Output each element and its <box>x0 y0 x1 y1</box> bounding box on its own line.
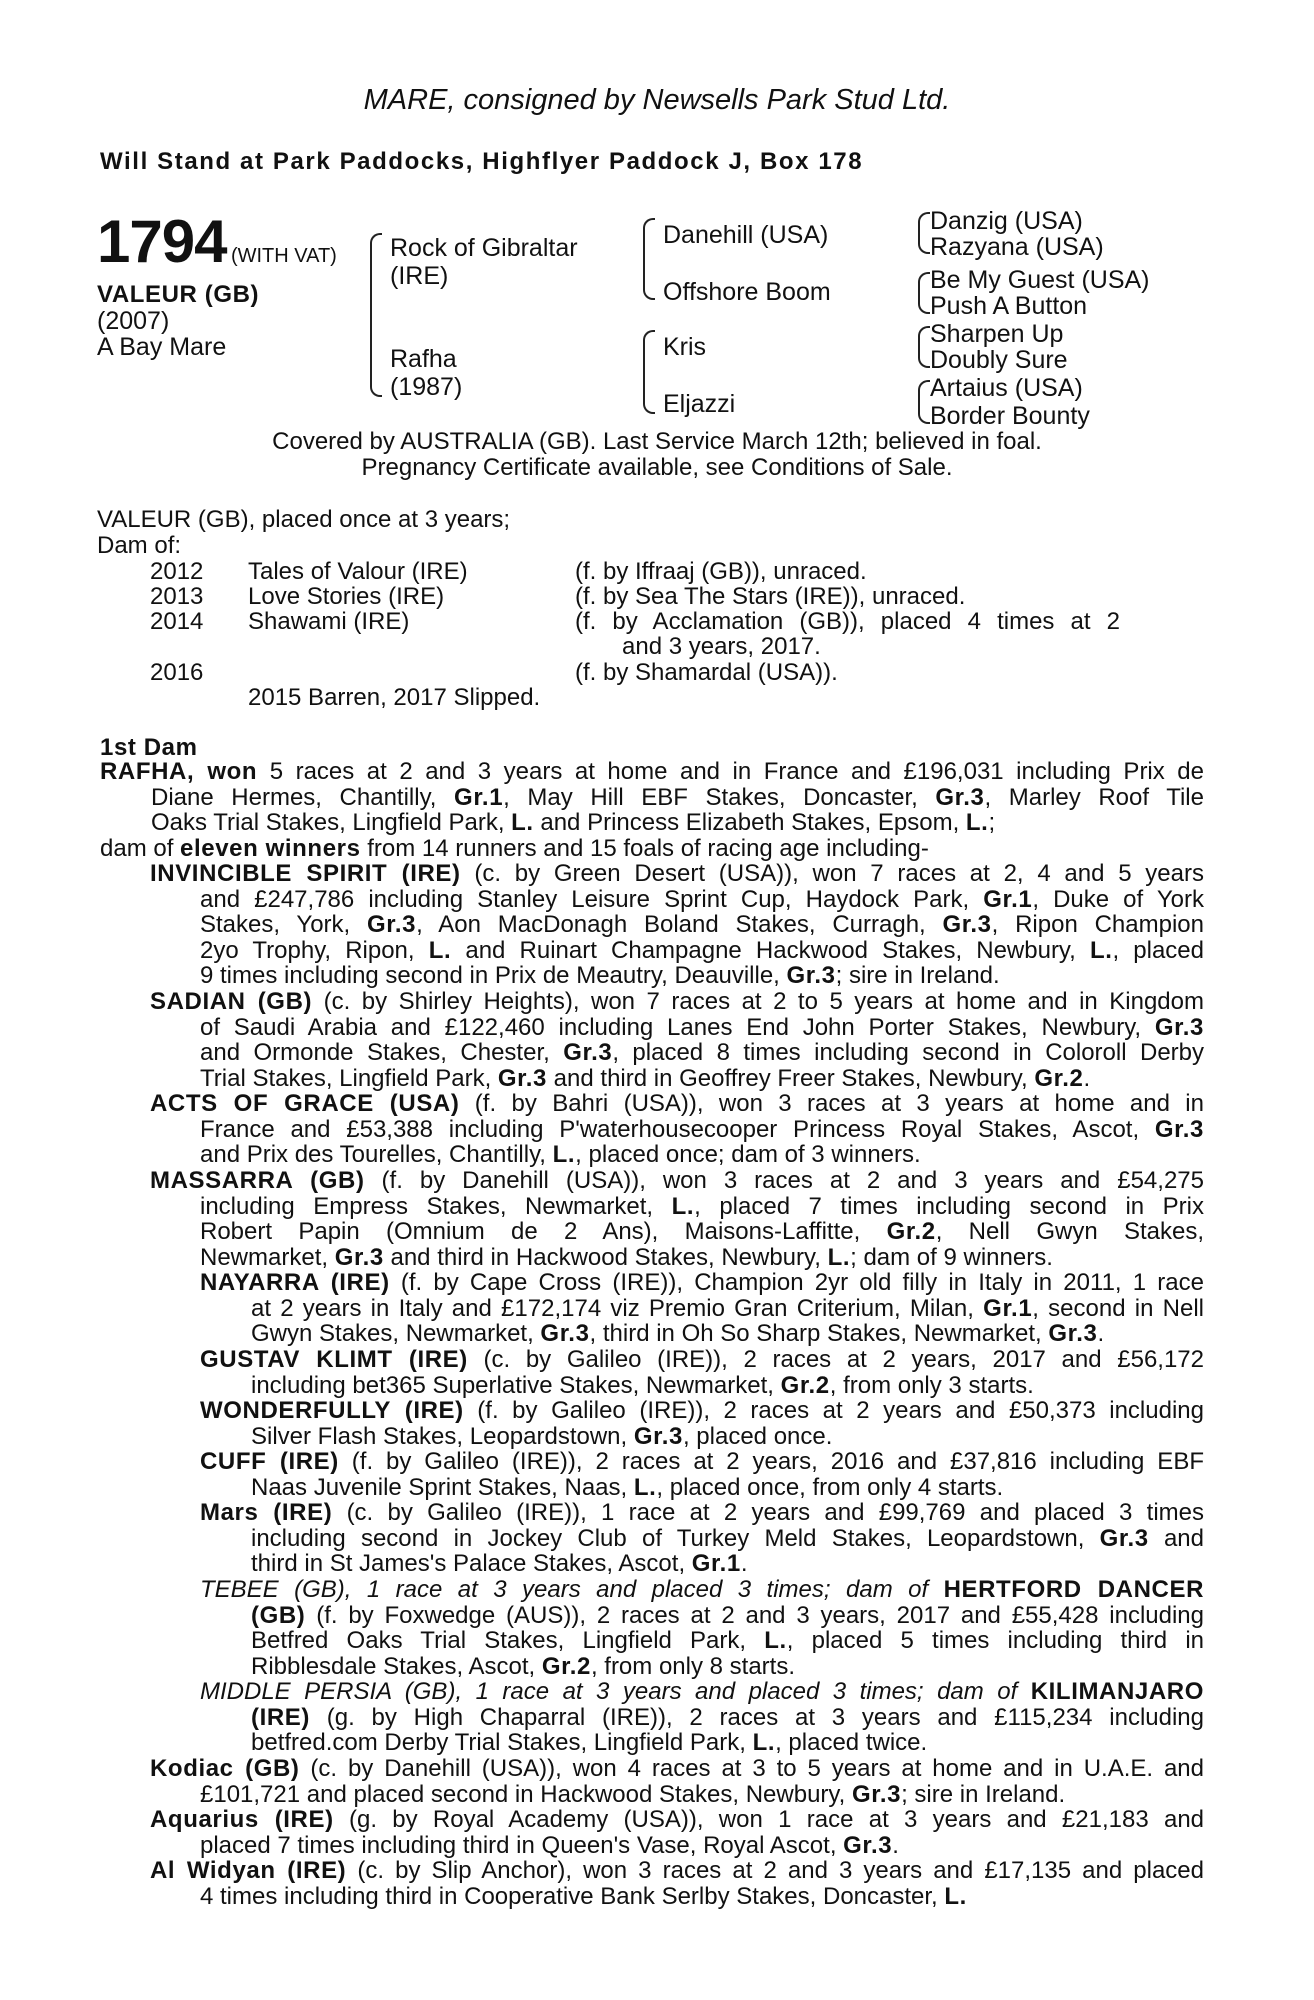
lot-year: (2007) <box>97 307 170 335</box>
first-dam-heading: 1st Dam <box>100 734 198 761</box>
pedigree-g8: Border Bounty <box>930 402 1090 430</box>
text-line: dam of eleven winners from 14 runners and 15 foals of racing age including- <box>100 835 929 862</box>
sadian-paragraph <box>150 989 1204 1091</box>
pedigree-sire-sire: Danehill (USA) <box>663 221 829 249</box>
cuff-paragraph <box>200 1449 1204 1500</box>
text-line: 2yo Trophy, Ripon, L. and Ruinart Champagne Hackwood Stakes, Newbury, L., placed <box>200 937 1204 964</box>
text-line: Robert Papin (Omnium de 2 Ans), Maisons-Laffitte, Gr.2, Nell Gwyn Stakes, <box>200 1219 1204 1245</box>
produce-year: 2016 <box>150 659 204 686</box>
pedigree-sire-dam: Offshore Boom <box>663 278 831 306</box>
pedigree-g4: Push A Button <box>930 292 1088 320</box>
pedigree-dam-dam: Eljazzi <box>663 390 736 418</box>
text-line: Stakes, York, Gr.3, Aon MacDonagh Boland Stakes, Curragh, Gr.3, Ripon Champion <box>200 912 1204 938</box>
text-line: MIDDLE PERSIA (GB), 1 race at 3 years and placed 3 times; dam of KILIMANJARO <box>200 1679 1204 1705</box>
text-line: of Saudi Arabia and £122,460 including Lanes End John Porter Stakes, Newbury, Gr.3 <box>200 1014 1204 1041</box>
covering-line-2: Pregnancy Certificate available, see Conditions of Sale. <box>361 454 953 481</box>
produce-year: 2013 <box>150 583 204 610</box>
pedigree-dam-sire: Kris <box>663 333 707 361</box>
text-line: TEBEE (GB), 1 race at 3 years and placed 3 times; dam of HERTFORD DANCER <box>200 1577 1204 1603</box>
text-line: Aquarius (IRE) (g. by Royal Academy (USA)), won 1 race at 3 years and £21,183 and <box>150 1807 1204 1833</box>
produce-note: (f. by Iffraaj (GB)), unraced. <box>575 558 867 585</box>
text-line: betfred.com Derby Trial Stakes, Lingfield Park, L., placed twice. <box>251 1730 928 1756</box>
pedigree-g5: Sharpen Up <box>930 320 1064 348</box>
text-line: third in St James's Palace Stakes, Ascot, Gr.1. <box>251 1551 748 1577</box>
acts-of-grace-paragraph <box>150 1091 1204 1168</box>
text-line: Al Widyan (IRE) (c. by Slip Anchor), won 3 races at 2 and 3 years and £17,135 and placed <box>150 1858 1204 1884</box>
text-line: Naas Juvenile Sprint Stakes, Naas, L., placed once, from only 4 starts. <box>251 1474 1004 1501</box>
nayarra-paragraph <box>200 1270 1204 1347</box>
pedigree-dam-year: (1987) <box>390 373 463 401</box>
produce-name: Love Stories (IRE) <box>248 583 445 610</box>
tebee-paragraph <box>200 1577 1204 1679</box>
produce-year: 2012 <box>150 558 204 585</box>
pedigree-brace-2 <box>643 218 655 300</box>
text-line: INVINCIBLE SPIRIT (IRE) (c. by Green Desert (USA)), won 7 races at 2, 4 and 5 years <box>150 861 1204 887</box>
text-line: CUFF (IRE) (f. by Galileo (IRE)), 2 races at 2 years, 2016 and £37,816 including EBF <box>200 1449 1204 1475</box>
aquarius-paragraph <box>150 1807 1204 1858</box>
text-line: placed 7 times including third in Queen's Vase, Royal Ascot, Gr.3. <box>200 1832 899 1859</box>
pedigree-brace-4 <box>918 212 930 254</box>
lot-number <box>97 207 337 276</box>
text-line: £101,721 and placed second in Hackwood Stakes, Newbury, Gr.3; sire in Ireland. <box>200 1781 1066 1808</box>
text-line: WONDERFULLY (IRE) (f. by Galileo (IRE)), 2 races at 2 years and £50,373 including <box>200 1398 1204 1424</box>
text-line: 4 times including third in Cooperative Bank Serlby Stakes, Doncaster, L. <box>200 1883 967 1910</box>
text-line: Oaks Trial Stakes, Lingfield Park, L. and Princess Elizabeth Stakes, Epsom, L.; <box>151 810 996 836</box>
pedigree-sire: Rock of Gibraltar <box>390 234 578 262</box>
text-line: Mars (IRE) (c. by Galileo (IRE)), 1 race at 2 years and £99,769 and placed 3 times <box>200 1500 1204 1526</box>
text-line: Silver Flash Stakes, Leopardstown, Gr.3, placed once. <box>251 1423 833 1450</box>
wonderfully-paragraph <box>200 1398 1204 1449</box>
text-line: including bet365 Superlative Stakes, Newmarket, Gr.2, from only 3 starts. <box>251 1372 1034 1399</box>
kodiac-paragraph <box>150 1756 1204 1807</box>
pedigree-g6: Doubly Sure <box>930 346 1068 374</box>
produce-note-continued: and 3 years, 2017. <box>622 633 821 660</box>
text-line: and Prix des Tourelles, Chantilly, L., placed once; dam of 3 winners. <box>200 1142 921 1168</box>
produce-note: (f. by Acclamation (GB)), placed 4 times at 2 <box>575 608 1120 635</box>
text-line: including Empress Stakes, Newmarket, L., placed 7 times including second in Prix <box>200 1193 1204 1220</box>
pedigree-g2: Razyana (USA) <box>930 233 1104 261</box>
text-line: France and £53,388 including P'waterhousecooper Princess Royal Stakes, Ascot, Gr.3 <box>200 1116 1204 1143</box>
text-line: including second in Jockey Club of Turkey Meld Stakes, Leopardstown, Gr.3 and <box>251 1525 1204 1552</box>
pedigree-sire-country: (IRE) <box>390 262 449 290</box>
produce-name: Shawami (IRE) <box>248 608 410 635</box>
text-line: MASSARRA (GB) (f. by Danehill (USA)), won 3 races at 2 and 3 years and £54,275 <box>150 1168 1204 1194</box>
consignor-heading: MARE, consigned by Newsells Park Stud Ltd. <box>363 84 951 116</box>
text-line: (IRE) (g. by High Chaparral (IRE)), 2 races at 3 years and £115,234 including <box>251 1704 1204 1731</box>
massarra-paragraph <box>150 1168 1204 1270</box>
pedigree-brace-1 <box>370 233 382 397</box>
text-line: Diane Hermes, Chantilly, Gr.1, May Hill EBF Stakes, Doncaster, Gr.3, Marley Roof Tile <box>151 784 1204 811</box>
pedigree-brace-7 <box>918 380 930 424</box>
vat-label: (WITH VAT) <box>230 245 337 267</box>
lot-number-value: 1794 <box>97 208 227 275</box>
text-line: Ribblesdale Stakes, Ascot, Gr.2, from only 8 starts. <box>251 1653 795 1680</box>
text-line: Betfred Oaks Trial Stakes, Lingfield Park, L., placed 5 times including third in <box>251 1628 1204 1654</box>
text-line: ACTS OF GRACE (USA) (f. by Bahri (USA)), won 3 races at 3 years at home and in <box>150 1091 1204 1117</box>
lot-description: A Bay Mare <box>97 333 227 361</box>
text-line: 9 times including second in Prix de Meautry, Deauville, Gr.3; sire in Ireland. <box>200 963 1000 989</box>
al-widyan-paragraph <box>150 1858 1204 1909</box>
pedigree-brace-6 <box>918 326 930 368</box>
pedigree-dam: Rafha <box>390 345 457 373</box>
pedigree-g7: Artaius (USA) <box>930 374 1083 402</box>
produce-intro: VALEUR (GB), placed once at 3 years; <box>97 506 511 533</box>
mars-paragraph <box>200 1500 1204 1577</box>
text-line: RAFHA, won 5 races at 2 and 3 years at home and in France and £196,031 including Prix de <box>100 759 1204 785</box>
text-line: GUSTAV KLIMT (IRE) (c. by Galileo (IRE)), 2 races at 2 years, 2017 and £56,172 <box>200 1347 1204 1373</box>
pedigree-brace-3 <box>643 330 655 414</box>
text-line: and Ormonde Stakes, Chester, Gr.3, placed 8 times including second in Coloroll Derby <box>200 1040 1204 1066</box>
text-line: Newmarket, Gr.3 and third in Hackwood Stakes, Newbury, L.; dam of 9 winners. <box>200 1244 1053 1271</box>
text-line: SADIAN (GB) (c. by Shirley Heights), won 7 races at 2 to 5 years at home and in Kingdom <box>150 989 1204 1015</box>
pedigree-g3: Be My Guest (USA) <box>930 266 1150 294</box>
barren-note: 2015 Barren, 2017 Slipped. <box>248 684 541 711</box>
invincible-spirit-paragraph <box>150 861 1204 989</box>
text-line: and £247,786 including Stanley Leisure Sprint Cup, Haydock Park, Gr.1, Duke of York <box>200 886 1204 913</box>
produce-name: Tales of Valour (IRE) <box>248 558 468 585</box>
text-line: Trial Stakes, Lingfield Park, Gr.3 and third in Geoffrey Freer Stakes, Newbury, Gr.2. <box>200 1065 1091 1092</box>
produce-note: (f. by Sea The Stars (IRE)), unraced. <box>575 583 966 610</box>
lot-name: VALEUR (GB) <box>97 281 260 308</box>
produce-year: 2014 <box>150 608 204 635</box>
pedigree-brace-5 <box>918 272 930 314</box>
rafha-paragraph <box>100 759 1204 861</box>
text-line: (GB) (f. by Foxwedge (AUS)), 2 races at 2 and 3 years, 2017 and £55,428 including <box>251 1602 1204 1629</box>
text-line: Gwyn Stakes, Newmarket, Gr.3, third in Oh So Sharp Stakes, Newmarket, Gr.3. <box>251 1321 1105 1347</box>
text-line: at 2 years in Italy and £172,174 viz Premio Gran Criterium, Milan, Gr.1, second in Nell <box>251 1295 1204 1322</box>
gustav-klimt-paragraph <box>200 1347 1204 1398</box>
text-line: NAYARRA (IRE) (f. by Cape Cross (IRE)), Champion 2yr old filly in Italy in 2011, 1 race <box>200 1270 1204 1296</box>
produce-note: (f. by Shamardal (USA)). <box>575 659 838 686</box>
covering-line-1: Covered by AUSTRALIA (GB). Last Service March 12th; believed in foal. <box>272 428 1042 455</box>
dam-of-label: Dam of: <box>97 532 182 559</box>
middle-persia-paragraph <box>200 1679 1204 1756</box>
pedigree-g1: Danzig (USA) <box>930 207 1083 235</box>
text-line: Kodiac (GB) (c. by Danehill (USA)), won 4 races at 3 to 5 years at home and in U.A.E. and <box>150 1756 1204 1782</box>
location-heading: Will Stand at Park Paddocks, Highflyer Paddock J, Box 178 <box>100 148 864 175</box>
